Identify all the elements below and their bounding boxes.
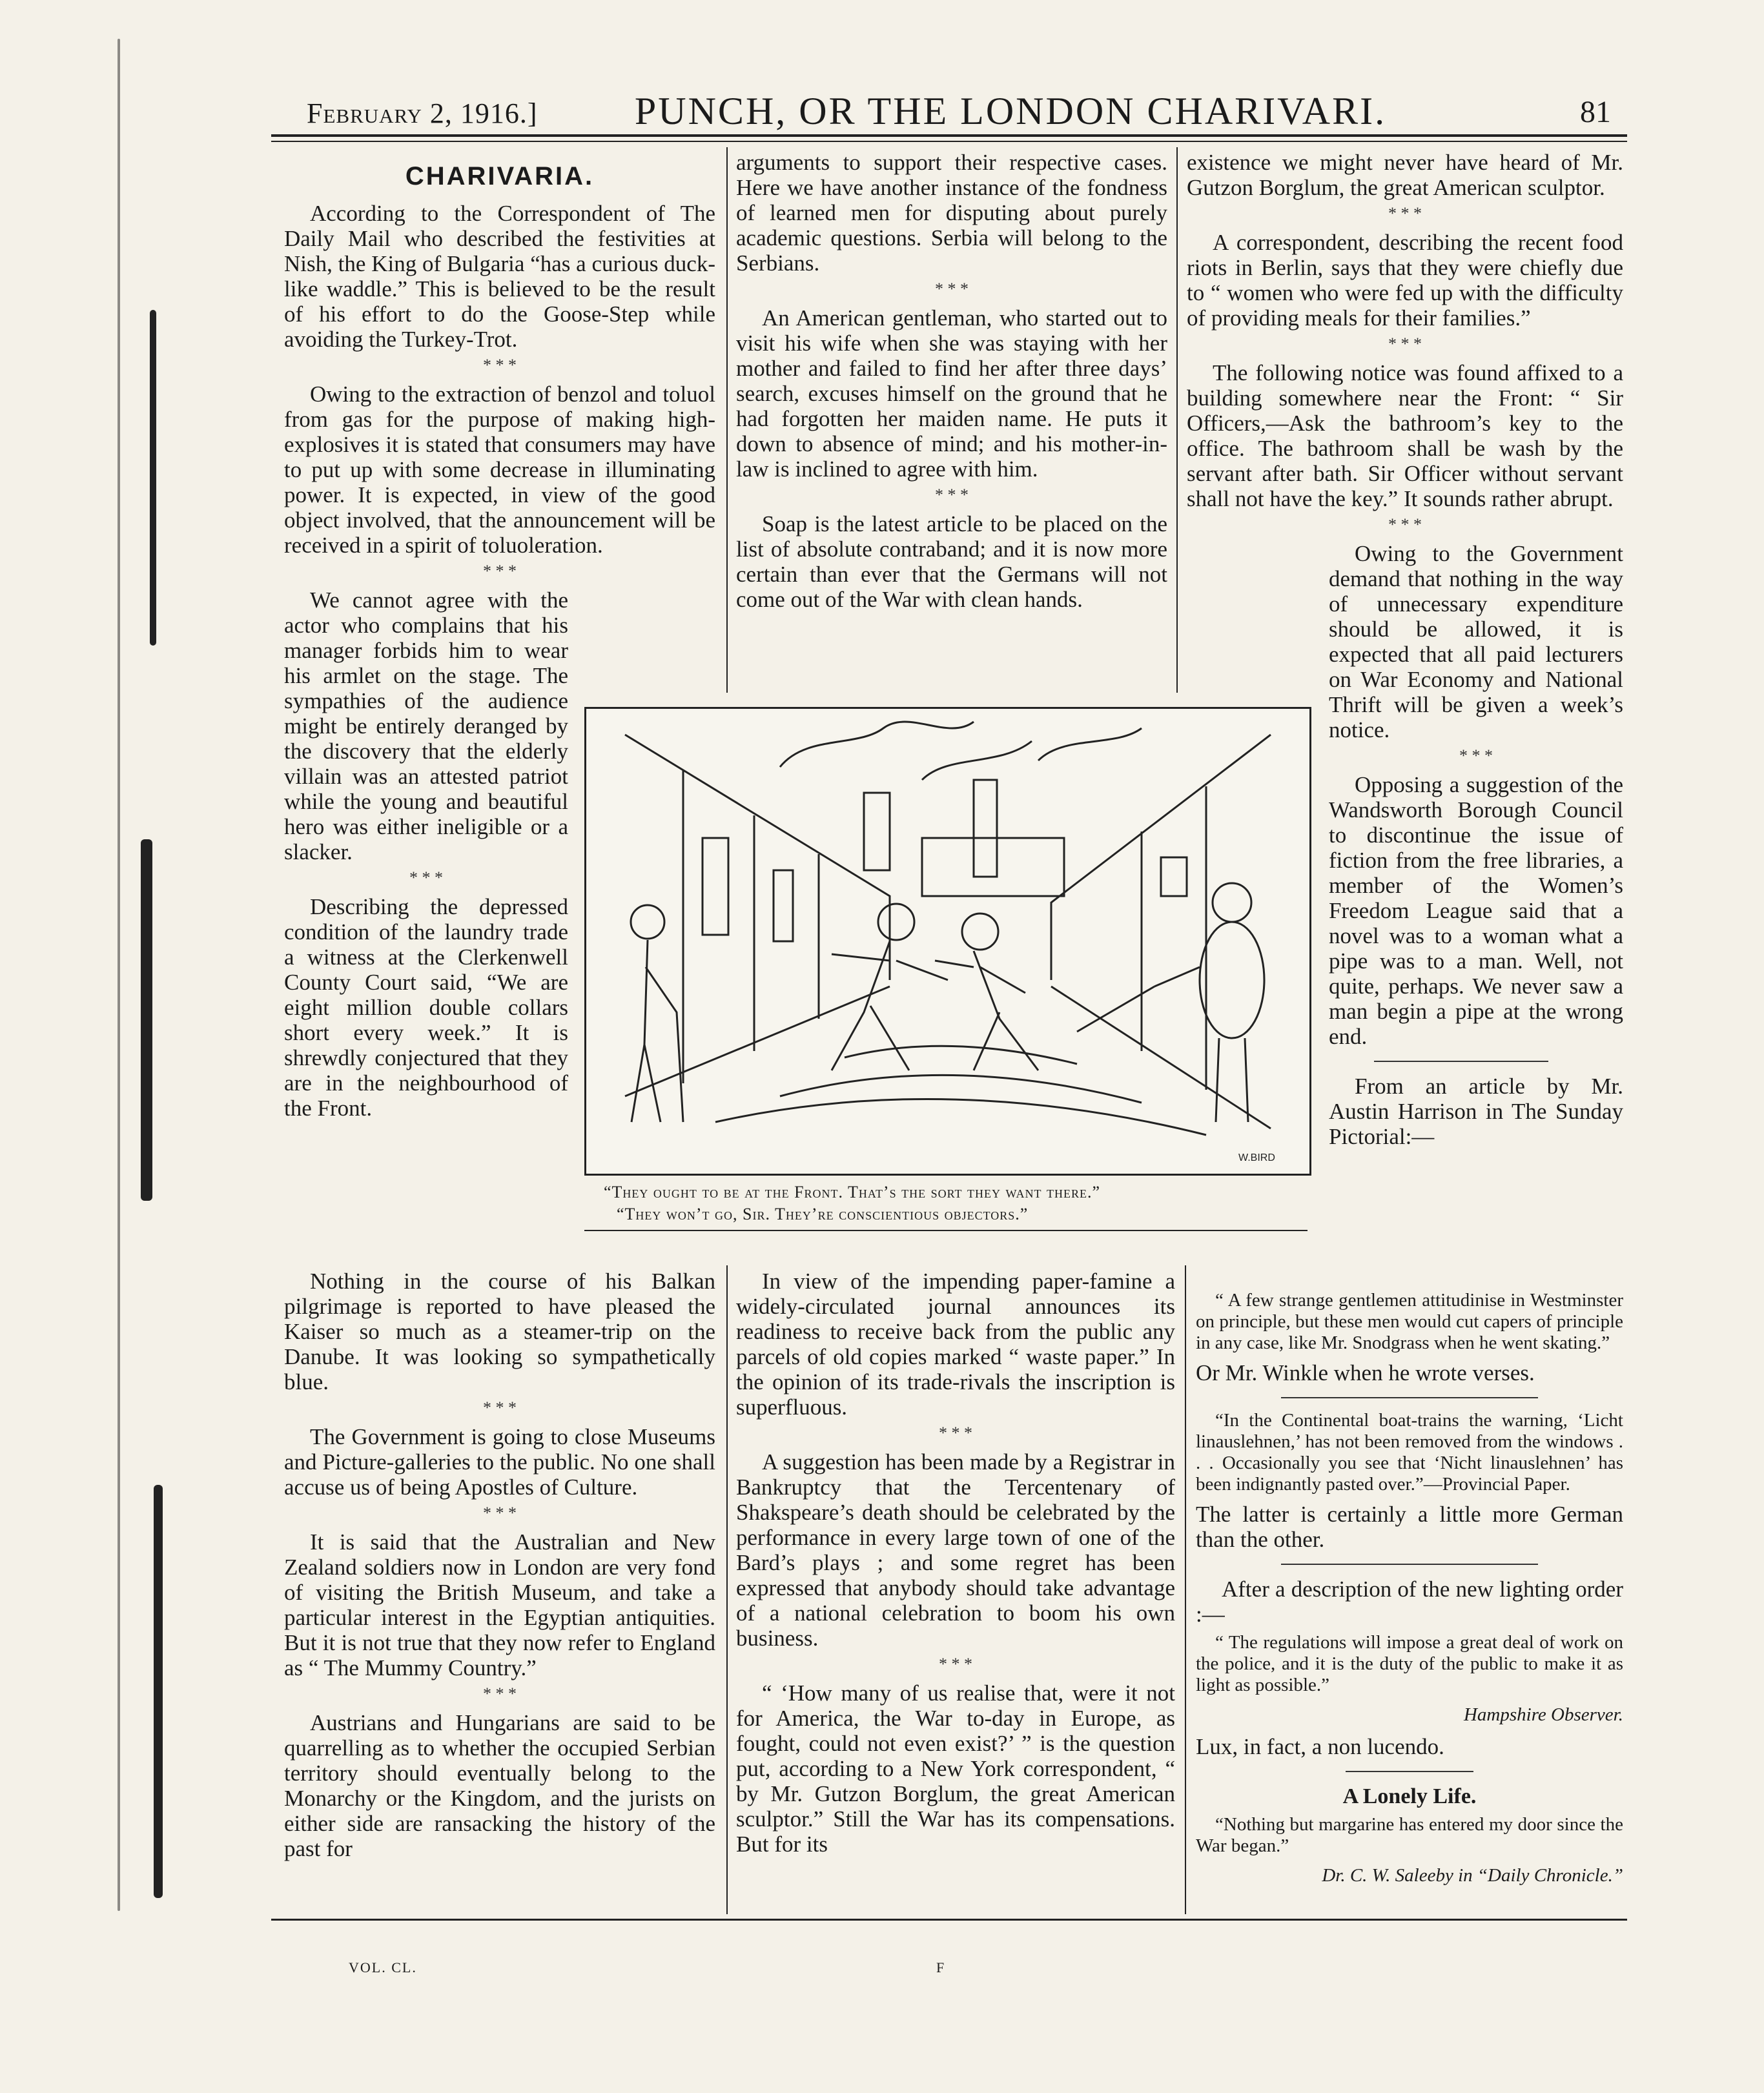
paragraph: It is said that the Australian and New Zealand soldiers now in London are very fond of visiting the British Museum, and take a particular interest in the Egyptian antiquities. But it is not true that they now refer to England as “ The Mummy Country.” xyxy=(284,1529,715,1680)
gentleman-body xyxy=(1200,922,1264,1038)
column-3-bottom xyxy=(1196,1285,1623,1895)
chimney xyxy=(974,780,997,877)
divider xyxy=(1281,1564,1537,1565)
column-rule xyxy=(1176,147,1178,693)
cobblestones xyxy=(845,1046,1077,1064)
header-rule xyxy=(271,134,1627,137)
paragraph: We cannot agree with the actor who complains that his manager forbids him to wear his armlet on the stage. The sympathies of the audience might be entirely deranged by the discovery that the elderly villain was an attested patriot while the young and beautiful hero was either ineligible or a slacker. xyxy=(284,587,568,864)
column-1-bottom xyxy=(284,1269,715,1865)
asterism: * * * xyxy=(935,280,969,298)
cartoon-bottom-rule xyxy=(584,1230,1308,1231)
quotation: “Nothing but margarine has entered my door since the War began.” xyxy=(1196,1814,1623,1856)
paragraph: Opposing a suggestion of the Wandsworth Borough Council to discontinue the issue of fiction from the free libraries, a member of the Women’s Freedom League said that a novel was to a woman what a pipe was to a man. Well, not quite, perhaps. We never saw a man begin a pipe at the wrong end. xyxy=(1329,772,1623,1049)
paragraph: The Government is going to close Museums and Picture-galleries to the public. No one shall accuse us of being Apostles of Culture. xyxy=(284,1424,715,1500)
column-2-bottom xyxy=(736,1269,1175,1861)
fighter-figure xyxy=(832,941,948,1070)
binding-mark xyxy=(154,1485,163,1898)
asterism: * * * xyxy=(483,562,517,580)
street-scene xyxy=(586,709,1309,1174)
asterism: * * * xyxy=(483,356,517,374)
asterism: * * * xyxy=(483,1684,517,1703)
left-roofline xyxy=(625,735,890,980)
smoke-plume xyxy=(780,722,974,767)
paragraph: Owing to the extraction of benzol and toluol from gas for the purpose of making high-explosives it is stated that consumers may have to put up with some decrease in illuminating power. It is expected, in view of the good object involved, that the announcement will be received in a spirit of toluoleration. xyxy=(284,382,715,558)
paragraph: According to the Correspondent of The Daily Mail who described the festivities at Nish, the King of Bulgaria “has a curious duck-like waddle.” This is believed to be the result of his effort to do the Goose-Step while avoiding the Turkey-Trot. xyxy=(284,201,715,352)
quotation: “In the Continental boat-trains the warning, ‘Licht linauslehnen,’ has not been removed from the windows . . . Occasionally you see that ‘Nicht linauslehnen’ has been indignantly pasted over.”—Provincial Paper. xyxy=(1196,1410,1623,1495)
right-pavement xyxy=(1051,986,1271,1128)
paragraph: Soap is the latest article to be placed on the list of absolute contraband; and it is now more certain than ever that the Germans will not come out of the War with clean hands. xyxy=(736,511,1167,612)
caption-line: “They ought to be at the Front. That’s the sort they want there.” xyxy=(604,1183,1101,1201)
asterism: * * * xyxy=(939,1424,972,1442)
cartoon-illustration xyxy=(584,707,1311,1176)
divider xyxy=(1374,1061,1548,1062)
column-rule xyxy=(1185,1265,1186,1914)
footer-rule xyxy=(271,1919,1627,1921)
gentleman-head xyxy=(1213,883,1251,922)
binding-mark xyxy=(118,39,120,1911)
signature-mark: F xyxy=(936,1959,946,1976)
volume-label: VOL. CL. xyxy=(349,1959,417,1976)
gentleman-limbs xyxy=(1154,967,1248,1122)
asterism: * * * xyxy=(1459,746,1493,765)
doorway xyxy=(703,838,728,935)
asterism: * * * xyxy=(939,1655,972,1673)
page-number: 81 xyxy=(1580,95,1611,129)
paragraph: A correspondent, describing the recent food riots in Berlin, says that they were chiefly due to “ women who were fed up with the difficulty of providing meals for their families.” xyxy=(1187,230,1623,331)
asterism: * * * xyxy=(483,1398,517,1417)
attribution: Dr. C. W. Saleeby in “Daily Chronicle.” xyxy=(1322,1865,1623,1886)
asterism: * * * xyxy=(1388,334,1422,353)
cobblestones xyxy=(715,1099,1206,1135)
quotation: “ The regulations will impose a great deal of work on the police, and it is the duty of the public to make it as light as possible.” xyxy=(1196,1632,1623,1695)
subheading: A Lonely Life. xyxy=(1342,1784,1477,1808)
binding-mark xyxy=(141,839,152,1201)
column-2-top xyxy=(736,150,1167,616)
old-man-head xyxy=(631,905,664,939)
remark: The latter is certainly a little more German than the other. xyxy=(1196,1502,1623,1552)
attribution: Hampshire Observer. xyxy=(1463,1704,1623,1725)
header-rule xyxy=(271,141,1627,142)
chimney xyxy=(864,793,890,870)
column-rule xyxy=(726,147,728,693)
binding-mark xyxy=(150,310,156,646)
artist-signature: W.BIRD xyxy=(1238,1152,1275,1163)
old-man-figure xyxy=(631,940,683,1122)
divider xyxy=(1346,1771,1474,1772)
caption-line: “They won’t go, Sir. They’re conscientious objectors.” xyxy=(617,1205,1029,1223)
paragraph: Nothing in the course of his Balkan pilgrimage is reported to have pleased the Kaiser so much as a steamer-trip on the Danube. It was looking so sympathetically blue. xyxy=(284,1269,715,1394)
asterism: * * * xyxy=(1388,204,1422,223)
paragraph: The following notice was found affixed to a building somewhere near the Front: “ Sir Officers,—Ask the bathroom’s key to the office. The bathroom shall be wash by the servant after bath. Sir Officer without servant shall not have the key.” It sounds rather abrupt. xyxy=(1187,360,1623,511)
factory xyxy=(922,838,1064,896)
divider xyxy=(1281,1397,1537,1398)
asterism: * * * xyxy=(409,868,443,887)
window xyxy=(1161,857,1187,896)
quotation: “ A few strange gentlemen attitudinise in Westminster on principle, but these men would cut capers of principle in any case, like Mr. Snodgrass when he went skating.” xyxy=(1196,1290,1623,1353)
paragraph: In view of the impending paper-famine a widely-circulated journal announces its readiness to receive back from the public any parcels of old copies marked “ waste paper.” In the opinion of its trade-rivals the inscription is superfluous. xyxy=(736,1269,1175,1420)
smoke-plume xyxy=(1038,728,1142,761)
paragraph: “ ‘How many of us realise that, were it not for America, the War to-day in Europe, as fought, could not even exist?’ ” is the question put, according to a New York correspondent, “ by Mr. Gutzon Borglum, the great American sculptor.” Still the War has its compensations. But for its xyxy=(736,1680,1175,1857)
asterism: * * * xyxy=(483,1504,517,1522)
fighter-head xyxy=(962,914,998,950)
paragraph: Owing to the Government demand that nothing in the way of unnecessary expenditure should be allowed, it is expected that all paid lecturers on War Economy and National Thrift will be given a week’s notice. xyxy=(1329,541,1623,742)
page-header xyxy=(268,83,1630,147)
fighter-head xyxy=(878,904,914,940)
cartoon-caption xyxy=(604,1181,1301,1225)
publication-title: PUNCH, OR THE LONDON CHARIVARI. xyxy=(634,90,1387,132)
column-rule xyxy=(726,1265,728,1914)
paragraph: Austrians and Hungarians are said to be quarrelling as to whether the occupied Serbian territory should eventually belong to the Monarchy or the Kingdom, and the jurists on either side are ransacking the history of the past for xyxy=(284,1710,715,1861)
asterism: * * * xyxy=(1388,515,1422,534)
cobblestones xyxy=(780,1075,1142,1103)
paragraph: An American gentleman, who started out to visit his wife when she was staying with her mother and failed to find her after three days’ search, excuses himself on the ground that he had forgotten her maiden name. He puts it down to absence of mind; and his mother-in-law is inclined to agree with him. xyxy=(736,305,1167,482)
smoke-plume xyxy=(922,741,1032,780)
umbrella xyxy=(1077,986,1154,1032)
paragraph: Describing the depressed condition of the laundry trade a witness at the Clerkenwell County Court said, “We are eight million double collars short every week.” It is shrewdly conjectured that they are in the neighbourhood of the Front. xyxy=(284,894,568,1121)
asterism: * * * xyxy=(935,485,969,504)
paragraph: arguments to support their respective cases. Here we have another instance of the fondness of learned men for disputing about purely academic questions. Serbia will belong to the Serbians. xyxy=(736,150,1167,276)
remark: Lux, in fact, a non lucendo. xyxy=(1196,1734,1444,1759)
paragraph: From an article by Mr. Austin Harrison in The Sunday Pictorial:— xyxy=(1329,1074,1623,1149)
remark: Or Mr. Winkle when he wrote verses. xyxy=(1196,1360,1535,1385)
left-pavement xyxy=(625,986,890,1096)
window xyxy=(774,870,793,941)
paragraph: existence we might never have heard of Mr. Gutzon Borglum, the great American sculptor. xyxy=(1187,150,1623,200)
section-heading: CHARIVARIA. xyxy=(405,162,595,190)
paragraph: A suggestion has been made by a Registrar in Bankruptcy that the Tercentenary of Shakspeare’s death should be celebrated by the performance in every large town of one of the Bard’s plays ; and some regret has been expressed that anybody should take advantage of a national celebration to boom his own business. xyxy=(736,1449,1175,1651)
issue-date: February 2, 1916.] xyxy=(307,97,538,129)
paragraph: After a description of the new lighting order :— xyxy=(1196,1577,1623,1627)
